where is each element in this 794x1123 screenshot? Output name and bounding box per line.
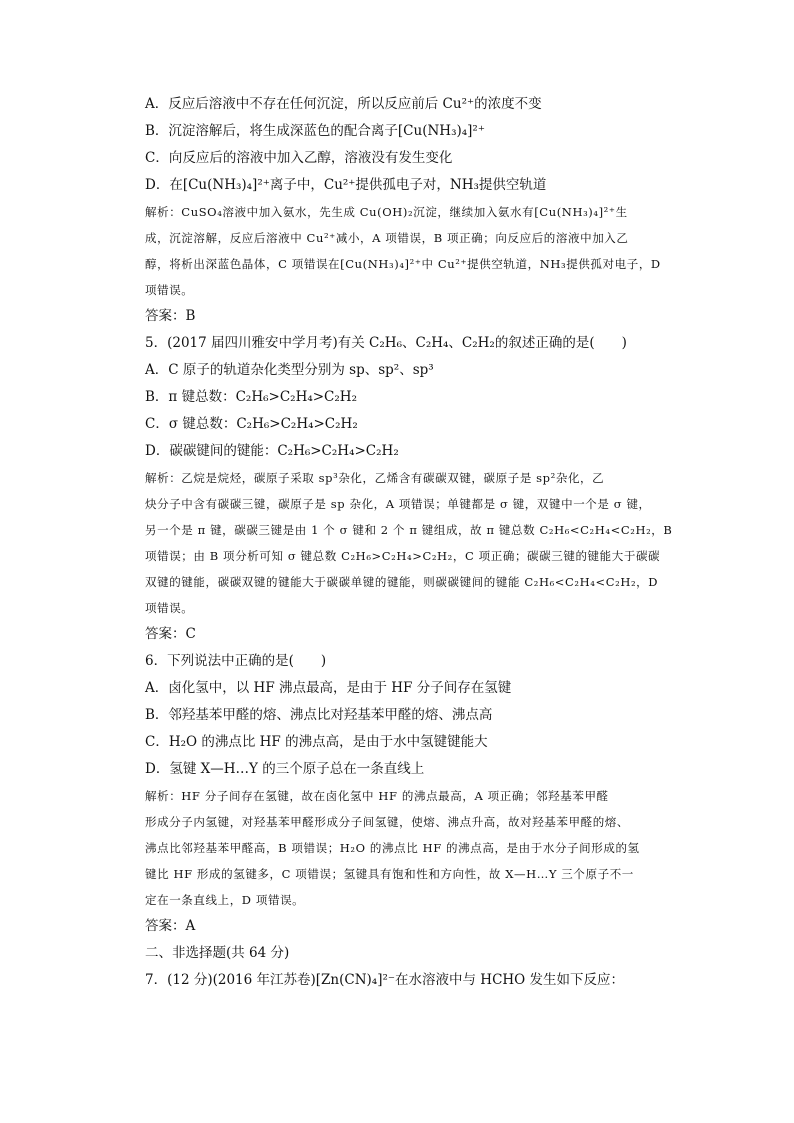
- q6-stem: 6．下列说法中正确的是( ): [145, 653, 327, 669]
- q4-option-c: C．向反应后的溶液中加入乙醇，溶液没有发生变化: [145, 150, 453, 166]
- q4-answer: 答案：B: [145, 308, 196, 324]
- page-content: [145, 94, 673, 997]
- q6-explanation-line: 形成分子内氢键，对羟基苯甲醛形成分子间氢键，使熔、沸点升高，故对羟基苯甲醛的熔、: [145, 815, 629, 829]
- q6-explanation-line: 定在一条直线上，D 项错误。: [145, 893, 305, 907]
- q5-option-c: C．σ 键总数：C₂H₆>C₂H₄>C₂H₂: [145, 416, 358, 432]
- q6-explanation-line: 沸点比邻羟基苯甲醛高，B 项错误；H₂O 的沸点比 HF 的沸点高，是由于水分子间形成的氢: [145, 841, 640, 855]
- q4-option-d: D．在[Cu(NH₃)₄]²⁺离子中，Cu²⁺提供孤电子对，NH₃提供空轨道: [145, 177, 547, 193]
- q5-option-b: B．π 键总数：C₂H₆>C₂H₄>C₂H₂: [145, 389, 357, 405]
- q4-explanation-line: 解析：CuSO₄溶液中加入氨水，先生成 Cu(OH)₂沉淀，继续加入氨水有[Cu(NH₃)₄]²⁺生: [145, 205, 628, 219]
- q5-explanation-line: 另一个是 π 键，碳碳三键是由 1 个 σ 键和 2 个 π 键组成，故 π 键总数 C₂H₆<C₂H₄<C₂H₂，B: [145, 523, 673, 537]
- q4-option-b: B．沉淀溶解后，将生成深蓝色的配合离子[Cu(NH₃)₄]²⁺: [145, 123, 485, 139]
- question-5: [145, 333, 673, 651]
- q4-explanation-line: 醇，将析出深蓝色晶体，C 项错误在[Cu(NH₃)₄]²⁺中 Cu²⁺提供空轨道，NH₃提供孤对电子，D: [145, 257, 661, 271]
- q4-explanation-line: 成，沉淀溶解，反应后溶液中 Cu²⁺减小，A 项错误，B 项正确；向反应后的溶液中加入乙: [145, 231, 629, 245]
- q6-option-a: A．卤化氢中，以 HF 沸点最高，是由于 HF 分子间存在氢键: [145, 680, 512, 696]
- q6-explanation-line: 键比 HF 形成的氢键多，C 项错误；氢键具有饱和性和方向性，故 X—H…Y 三个原子不一: [145, 867, 634, 881]
- q4-option-a: A．反应后溶液中不存在任何沉淀，所以反应前后 Cu²⁺的浓度不变: [145, 96, 542, 112]
- q5-stem: 5．(2017 届四川雅安中学月考)有关 C₂H₆、C₂H₄、C₂H₂的叙述正确的是( ): [145, 335, 627, 351]
- section-title: 二、非选择题(共 64 分): [145, 945, 290, 961]
- question-4: [145, 94, 661, 333]
- q5-option-d: D．碳碳键间的键能：C₂H₆>C₂H₄>C₂H₂: [145, 443, 399, 459]
- q5-explanation-line: 项错误。: [145, 601, 194, 615]
- question-6: [145, 651, 650, 943]
- q4-explanation-line: 项错误。: [145, 283, 194, 297]
- q6-option-b: B．邻羟基苯甲醛的熔、沸点比对羟基苯甲醛的熔、沸点高: [145, 707, 493, 723]
- q5-explanation-line: 双键的键能，碳碳双键的键能大于碳碳单键的键能，则碳碳键间的键能 C₂H₆<C₂H₄<C₂H₂，D: [145, 575, 659, 589]
- q6-option-c: C．H₂O 的沸点比 HF 的沸点高，是由于水中氢键键能大: [145, 734, 488, 750]
- q5-answer: 答案：C: [145, 626, 196, 642]
- q6-explanation-line: 解析：HF 分子间存在氢键，故在卤化氢中 HF 的沸点最高，A 项正确；邻羟基苯甲醛: [145, 789, 609, 803]
- q5-explanation-line: 炔分子中含有碳碳三键，碳原子是 sp 杂化，A 项错误；单键都是 σ 键，双键中一个是 σ 键，: [145, 497, 651, 511]
- q6-option-d: D．氢键 X—H…Y 的三个原子总在一条直线上: [145, 761, 425, 777]
- q5-option-a: A．C 原子的轨道杂化类型分别为 sp、sp²、sp³: [145, 362, 434, 378]
- q6-answer: 答案：A: [145, 918, 196, 934]
- q5-explanation-line: 项错误；由 B 项分析可知 σ 键总数 C₂H₆>C₂H₄>C₂H₂，C 项正确；碳碳三键的键能大于碳碳: [145, 549, 661, 563]
- q5-explanation-line: 解析：乙烷是烷烃，碳原子采取 sp³杂化，乙烯含有碳碳双键，碳原子是 sp²杂化，乙: [145, 471, 605, 485]
- q7-stem: 7．(12 分)(2016 年江苏卷)[Zn(CN)₄]²⁻在水溶液中与 HCHO 发生如下反应：: [145, 972, 625, 988]
